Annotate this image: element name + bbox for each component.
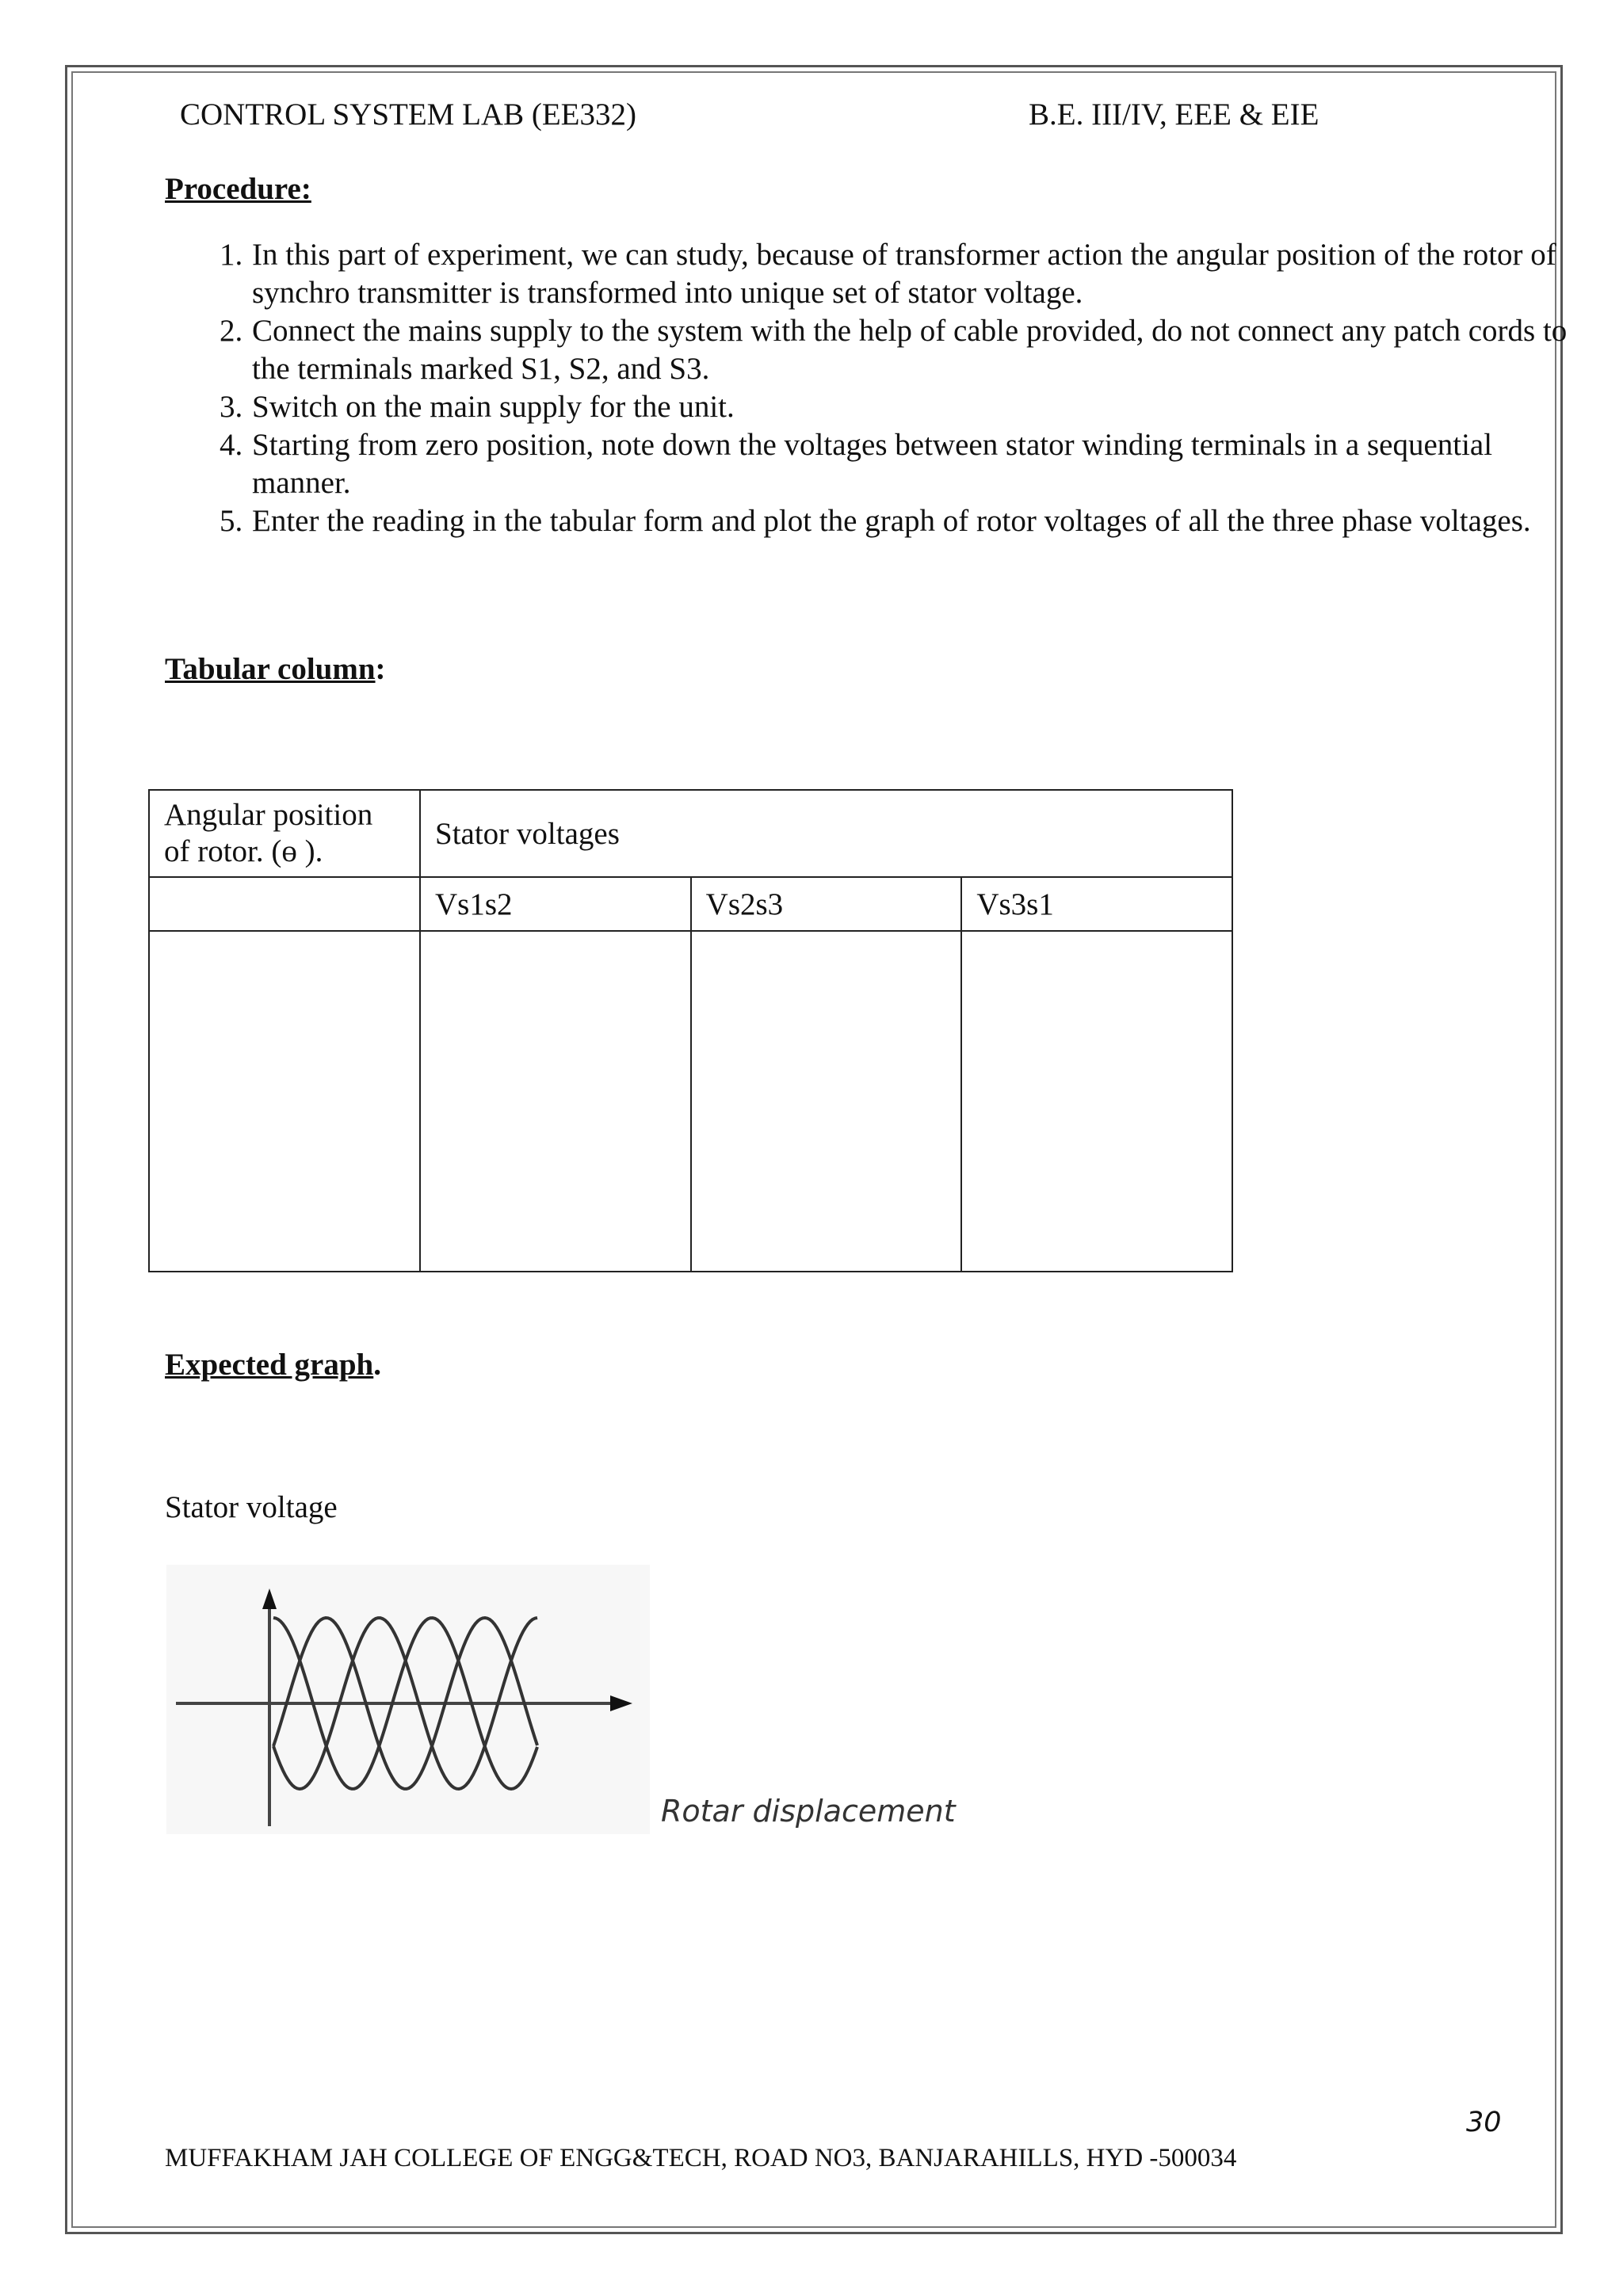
procedure-step: 2. Connect the mains supply to the system with the help of cable provided, do not connect any patch cords to the terminals marked S1, S2, and S3. xyxy=(250,312,1582,388)
graph-x-label: Rotar displacement xyxy=(661,1794,956,1829)
procedure-step: 5. Enter the reading in the tabular form and plot the graph of rotor voltages of all the three phase voltages. xyxy=(250,502,1582,540)
empty-subheader-cell xyxy=(149,877,420,931)
col-vs1s2-header: Vs1s2 xyxy=(420,877,691,931)
header-program: B.E. III/IV, EEE & EIE xyxy=(1029,97,1319,132)
table-cell-empty xyxy=(961,931,1232,1272)
footer-college-address: MUFFAKHAM JAH COLLEGE OF ENGG&TECH, ROAD NO3, BANJARAHILLS, HYD -500034 xyxy=(165,2144,1237,2172)
graph-heading: Expected graph. xyxy=(165,1348,381,1382)
graph-y-label: Stator voltage xyxy=(165,1490,338,1524)
col-vs3s1-header: Vs3s1 xyxy=(961,877,1232,931)
three-phase-sine-graph xyxy=(166,1565,650,1834)
procedure-step: 1. In this part of experiment, we can study, because of transformer action the angular position of the rotor of synchro transmitter is transformed into unique set of stator voltage. xyxy=(250,236,1582,312)
table-cell-empty xyxy=(420,931,691,1272)
col-vs2s3-header: Vs2s3 xyxy=(691,877,962,931)
procedure-heading: Procedure: xyxy=(165,172,311,206)
procedure-step: 4. Starting from zero position, note down the voltages between stator winding terminals in a sequential manner. xyxy=(250,426,1582,502)
stator-voltages-header: Stator voltages xyxy=(420,790,1232,877)
table-cell-empty xyxy=(691,931,962,1272)
tabular-heading: Tabular column: xyxy=(165,652,386,686)
table-cell-empty xyxy=(149,931,420,1272)
col-angular-position-header: Angular position of rotor. (ɵ ). xyxy=(149,790,420,877)
procedure-step: 3. Switch on the main supply for the unit. xyxy=(250,388,1582,426)
readings-table xyxy=(148,789,1233,1272)
graph-background xyxy=(166,1565,650,1834)
header-course-title: CONTROL SYSTEM LAB (EE332) xyxy=(180,97,636,132)
procedure-steps xyxy=(165,236,1582,540)
page-number: 30 xyxy=(1466,2107,1502,2138)
